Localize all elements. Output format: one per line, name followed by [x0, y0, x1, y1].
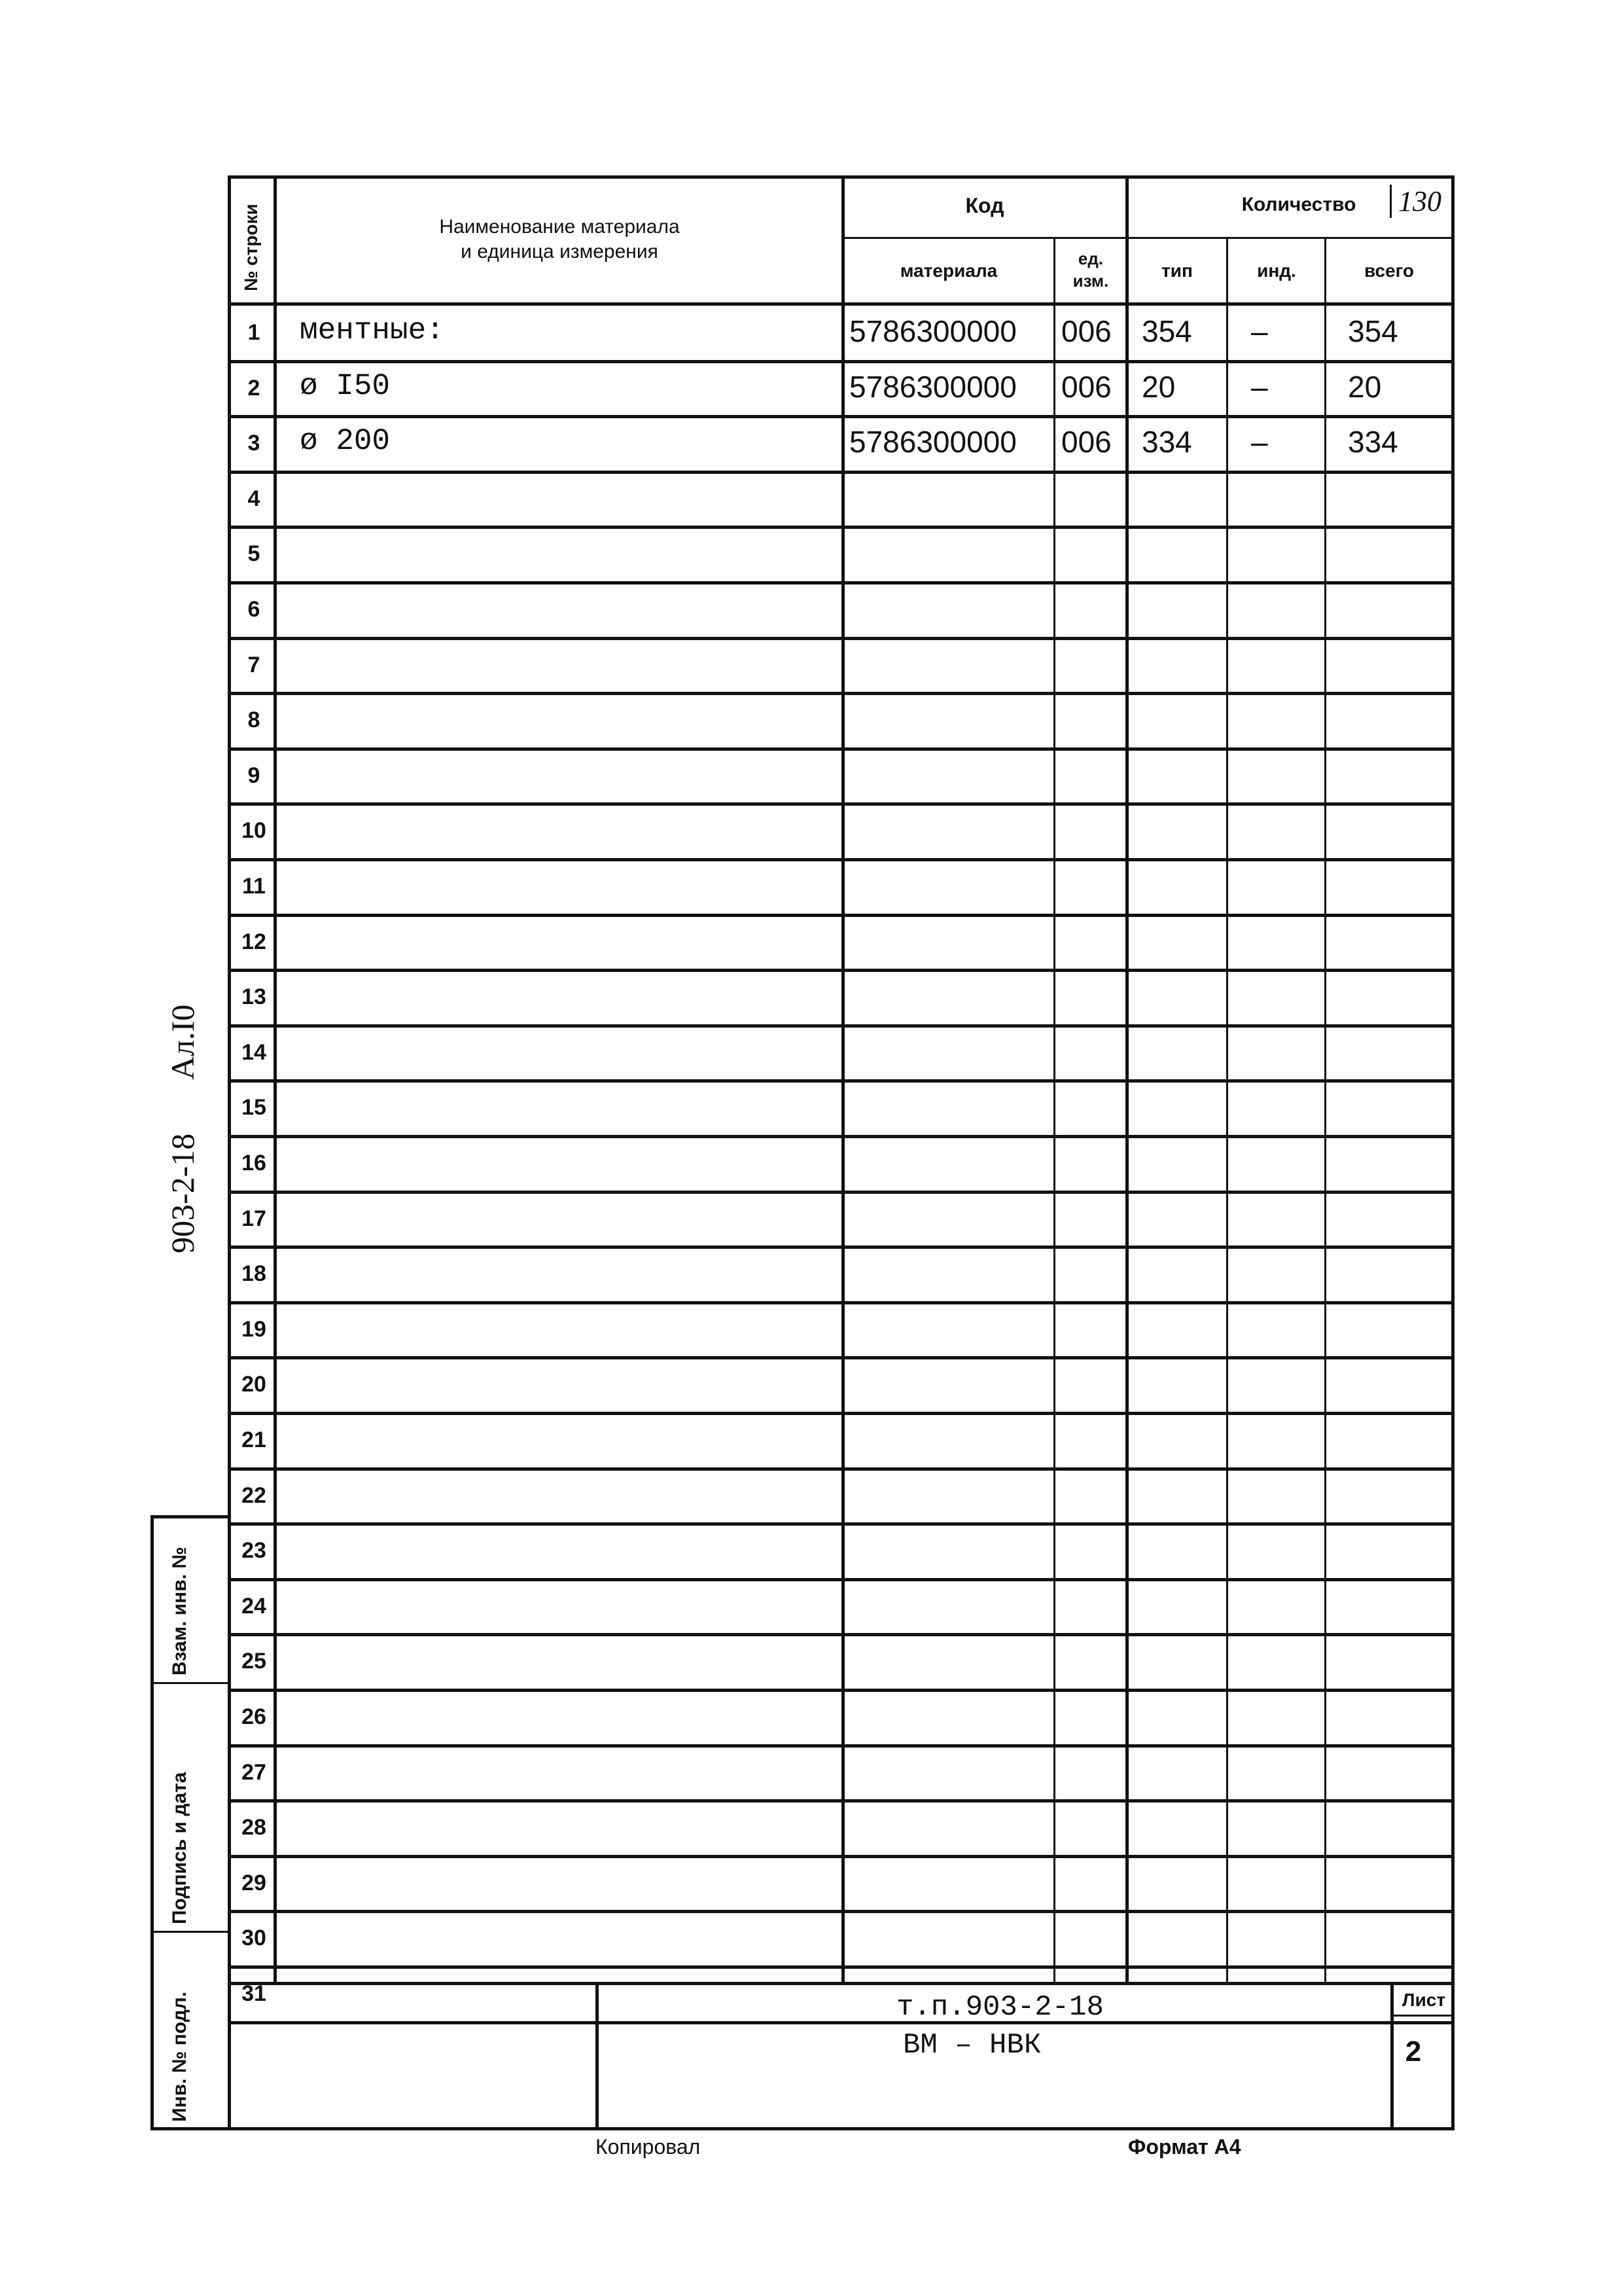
row-number: 16 [241, 1151, 266, 1175]
row-divider [228, 747, 1455, 751]
row-unit-cell: 006 [1061, 425, 1112, 459]
row-divider [228, 1744, 1455, 1748]
row-number: 17 [241, 1206, 266, 1231]
row-total-cell: 20 [1348, 370, 1382, 404]
stamp-signature-date: Подпись и дата [169, 1772, 190, 1924]
row-divider [228, 1965, 1455, 1969]
row-unit-cell: 006 [1061, 314, 1112, 348]
row-code-cell: 5786300000 [849, 370, 1017, 404]
stamp-original-inventory: Инв. № подл. [169, 1991, 190, 2122]
code-material-header: материала [900, 260, 998, 281]
row-divider [228, 1799, 1455, 1803]
row-divider [228, 360, 1455, 363]
row-number: 1 [247, 320, 260, 345]
quantity-type-header: тип [1161, 260, 1193, 281]
row-number: 9 [247, 763, 260, 788]
row-number: 6 [247, 597, 260, 622]
quantity-ind-header: инд. [1257, 260, 1296, 281]
row-divider [228, 1191, 1455, 1194]
row-divider [228, 1356, 1455, 1359]
page-note: 130 [1390, 185, 1441, 218]
name-column-header-line2: и единица измерения [461, 241, 658, 262]
row-divider [228, 1633, 1455, 1636]
row-divider [228, 637, 1455, 640]
row-ind-cell: – [1251, 425, 1268, 459]
row-number: 20 [241, 1372, 266, 1397]
row-number: 10 [241, 818, 266, 843]
row-number: 28 [241, 1815, 266, 1840]
row-number: 8 [247, 708, 260, 732]
sheet-number: 2 [1405, 2036, 1422, 2068]
row-divider [228, 1689, 1455, 1692]
row-type-cell: 334 [1142, 425, 1192, 459]
row-number: 3 [247, 431, 260, 456]
row-number: 30 [241, 1926, 266, 1950]
code-unit-header-line2: изм. [1072, 271, 1109, 291]
row-divider [228, 1079, 1455, 1083]
code-column-header: Код [965, 194, 1004, 217]
row-divider [228, 692, 1455, 695]
name-column-header-line1: Наименование материала [439, 216, 680, 238]
album-number: Ал.I0 [164, 1004, 201, 1080]
row-ind-cell: – [1251, 314, 1268, 348]
row-divider [228, 2021, 1455, 2024]
sheet-label: Лист [1402, 1990, 1446, 2010]
row-number: 21 [241, 1427, 266, 1452]
row-number: 23 [241, 1538, 266, 1563]
row-type-cell: 354 [1142, 314, 1192, 348]
row-number: 19 [241, 1317, 266, 1342]
row-number-header: № строки [241, 204, 261, 291]
row-number: 4 [247, 486, 260, 511]
row-ind-cell: – [1251, 370, 1268, 404]
title-block-code: т.п.903-2-18 [896, 1991, 1104, 2024]
row-divider [228, 1024, 1455, 1028]
row-number: 13 [241, 984, 266, 1009]
row-unit-cell: 006 [1061, 370, 1112, 404]
row-divider [228, 858, 1455, 861]
stamp-replaced-inventory: Взам. инв. № [169, 1547, 190, 1676]
title-block-name: ВМ – НВК [903, 2029, 1042, 2062]
row-number: 5 [247, 541, 260, 566]
row-number: 22 [241, 1483, 266, 1508]
row-number: 24 [241, 1594, 266, 1619]
row-number: 25 [241, 1649, 266, 1674]
row-number: 12 [241, 929, 266, 954]
row-divider [228, 1855, 1455, 1858]
row-number: 15 [241, 1095, 266, 1120]
row-divider [228, 1301, 1455, 1304]
row-divider [228, 914, 1455, 917]
row-divider [228, 1412, 1455, 1415]
row-number: 27 [241, 1760, 266, 1785]
row-divider [228, 1135, 1455, 1138]
row-total-cell: 334 [1348, 425, 1398, 459]
format-label: Формат А4 [1128, 2135, 1241, 2159]
row-divider [228, 471, 1455, 474]
row-divider [228, 415, 1455, 418]
row-divider [228, 1522, 1455, 1526]
row-divider [228, 1467, 1455, 1471]
row-type-cell: 20 [1142, 370, 1176, 404]
row-divider [228, 1246, 1455, 1249]
row-number: 29 [241, 1871, 266, 1895]
row-number: 18 [241, 1261, 266, 1286]
row-number: 14 [241, 1040, 266, 1065]
row-number: 26 [241, 1704, 266, 1729]
row-number: 11 [242, 874, 266, 899]
row-name-cell: ø 200 [300, 424, 391, 458]
quantity-column-header: Количество [1241, 194, 1356, 215]
code-unit-header-line1: ед. [1078, 249, 1104, 268]
row-divider [228, 969, 1455, 972]
row-total-cell: 354 [1348, 314, 1398, 348]
row-name-cell: ø I50 [300, 369, 391, 403]
row-divider [228, 581, 1455, 584]
row-number: 7 [247, 653, 260, 677]
quantity-total-header: всего [1364, 260, 1415, 281]
row-divider [228, 526, 1455, 529]
copied-by-label: Копировал [595, 2135, 701, 2159]
row-divider [228, 1910, 1455, 1913]
row-divider [228, 1578, 1455, 1581]
document-code: 903-2-18 [164, 1133, 201, 1253]
row-divider [228, 802, 1455, 806]
row-number: 31 [241, 1981, 266, 2006]
row-code-cell: 5786300000 [849, 314, 1017, 348]
row-name-cell: ментные: [300, 314, 444, 348]
row-code-cell: 5786300000 [849, 425, 1017, 459]
row-number: 2 [247, 376, 260, 401]
